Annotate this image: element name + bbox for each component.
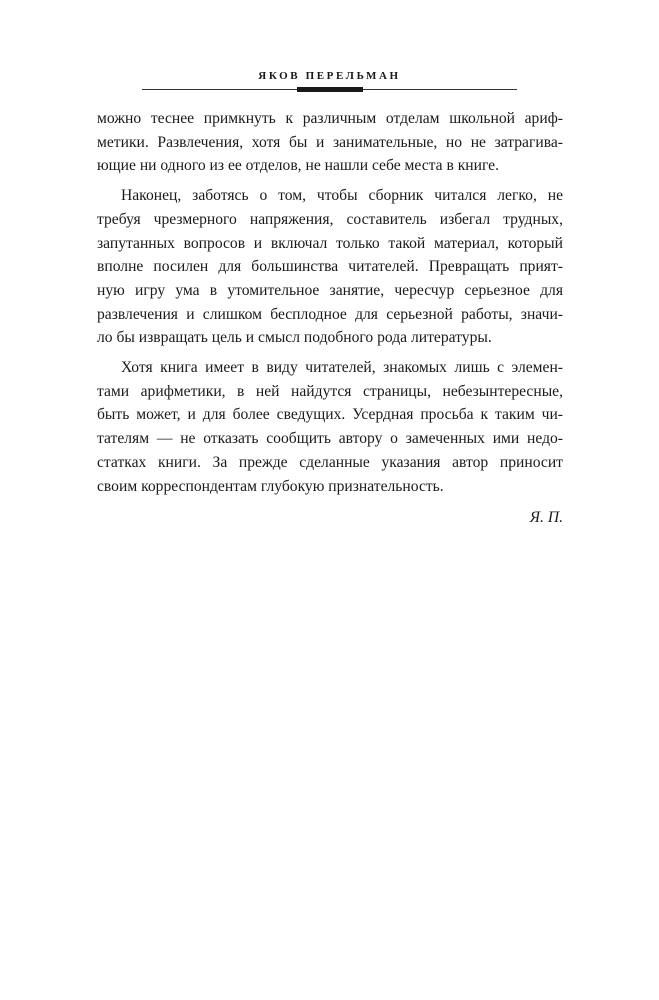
text-line: можно теснее примкнуть к различным отделам школьной ариф- [97,110,563,127]
running-head-title: ЯКОВ ПЕРЕЛЬМАН [258,70,401,82]
text-line: тателям — не отказать сообщить автору о замеченных ими недо- [97,430,563,448]
body-text [97,107,563,530]
paragraph-1 [97,107,563,178]
text-line: ную игру ума в утомительное занятие, чересчур серьезное для [97,281,563,299]
running-head [0,66,659,84]
text-line: Хотя книга имеет в виду читателей, знакомых лишь с элемен- [121,359,563,377]
text-line: требуя чрезмерного напряжения, составитель избегал трудных, [97,210,563,228]
text-line: быть может, и для более сведущих. Усердная просьба к таким чи- [97,406,563,424]
text-line: развлечения и слишком бесплодное для серьезной работы, значи- [97,305,563,323]
text-line: вполне посилен для большинства читателей. Превращать прият- [97,258,563,276]
paragraph-3 [97,356,563,498]
text-line: запутанных вопросов и включал только такой материал, который [97,234,563,252]
text-line: тами арифметики, в ней найдутся страницы, небезынтересные, [97,382,563,400]
text-line: статках книги. За прежде сделанные указания автор приносит [97,453,563,471]
text-line: ющие ни одного из ее отделов, не нашли себе места в книге. [97,157,499,175]
text-line: ло бы извращать цель и смысл подобного рода литературы. [97,329,492,347]
text-line: Наконец, заботясь о том, чтобы сборник читался легко, не [121,187,563,205]
running-head-ornament [297,87,363,92]
text-line: своим корреспондентам глубокую признательность. [97,477,444,495]
author-signature: Я. П. [529,509,563,527]
text-line: метики. Развлечения, хотя бы и занимательные, но не затрагива- [97,133,563,151]
paragraph-2 [97,184,563,350]
